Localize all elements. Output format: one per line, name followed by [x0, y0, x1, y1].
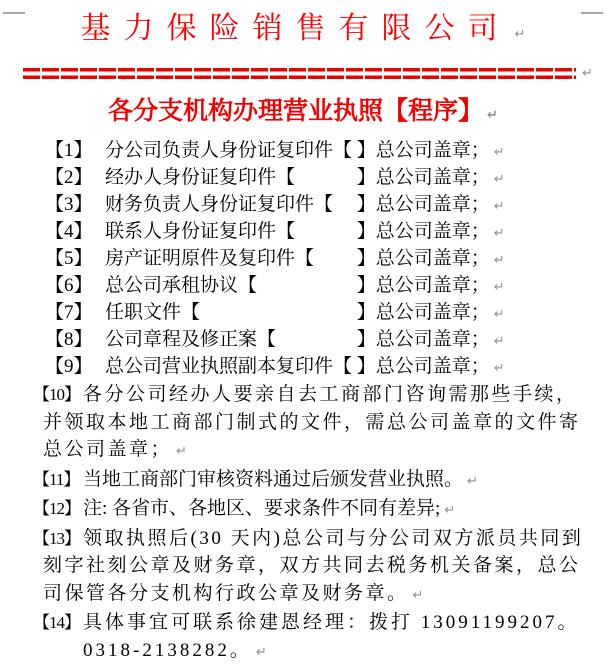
item-line: [105, 354, 606, 381]
page-corner-mark-right: [581, 12, 603, 14]
section-title-text: 各分支机构办理营业执照【程序】: [108, 97, 483, 125]
paragraph-mark-icon: ↵: [494, 307, 505, 322]
item-number: 【4】: [45, 219, 93, 244]
paragraph-mark-icon: ↵: [494, 199, 505, 214]
paragraph-mark-icon: ↵: [515, 27, 526, 42]
item-text: 刻字社刻公章及财务章，双方共同去税务机关备案，总公: [43, 555, 581, 576]
paragraph-mark-icon: ↵: [494, 361, 505, 376]
company-title-text: 基力保险销售有限公司: [81, 12, 511, 45]
item-text: 联系人身份证复印件【 】总公司盖章；: [105, 221, 490, 242]
item-line: [83, 466, 606, 496]
item-text: 分公司负责人身份证复印件【 】总公司盖章；: [105, 140, 490, 161]
item-number: 【11】: [33, 466, 79, 494]
list-item: [0, 525, 606, 610]
item-line: [105, 273, 606, 300]
item-number: 【14】: [33, 609, 80, 637]
item-number: 【5】: [45, 246, 93, 271]
item-number: 【6】: [45, 273, 93, 298]
list-item: [0, 246, 606, 273]
item-line: [83, 609, 606, 637]
list-item: [0, 609, 606, 666]
item-text: 当地工商部门审核资料通过后颁发营业执照。: [83, 469, 463, 490]
item-text: 注: 各省市、各地区、要求条件不同有差异;: [83, 498, 440, 519]
item-number: 【13】: [33, 525, 80, 553]
item-text: 公司章程及修正案【 】总公司盖章；: [105, 329, 490, 350]
item-line: [105, 192, 606, 219]
paragraph-mark-icon: ↵: [494, 253, 505, 268]
page-corner-mark-left: [3, 12, 25, 14]
item-number: 【12】: [33, 495, 80, 523]
item-text: 总公司盖章；: [43, 439, 172, 460]
item-line: [83, 637, 606, 666]
item-text: 0318-2138282。: [83, 640, 252, 661]
item-text: 总公司营业执照副本复印件【 】总公司盖章；: [105, 356, 490, 377]
item-text: 财务负责人身份证复印件【 】总公司盖章；: [105, 194, 490, 215]
item-text: 任职文件【 】总公司盖章；: [105, 302, 490, 323]
item-number: 【7】: [45, 300, 93, 325]
item-line: [83, 525, 606, 553]
item-text: 总公司承租协议【 】总公司盖章；: [105, 275, 490, 296]
list-item: [0, 300, 606, 327]
list-item: [0, 327, 606, 354]
item-number: 【2】: [45, 165, 93, 190]
item-line: [43, 552, 606, 580]
list-item: [0, 495, 606, 525]
item-number: 【10】: [33, 381, 80, 409]
item-line: [105, 327, 606, 354]
item-line: [105, 138, 606, 165]
paragraph-mark-icon: ↵: [444, 503, 455, 518]
item-text: 房产证明原件及复印件【 】总公司盖章；: [105, 248, 490, 269]
item-line: [43, 436, 606, 466]
paragraph-mark-icon: ↵: [494, 334, 505, 349]
list-item: [0, 138, 606, 165]
item-text: 司保管各分支机构行政公章及财务章。: [43, 583, 409, 604]
double-red-rule: [23, 68, 576, 79]
item-number: 【9】: [45, 354, 93, 379]
item-line: [83, 381, 606, 409]
double-rule-row: [0, 68, 606, 79]
item-line: [83, 495, 606, 525]
item-text: 经办人身份证复印件【 】总公司盖章；: [105, 167, 490, 188]
item-number: 【3】: [45, 192, 93, 217]
paragraph-mark-icon: ↵: [487, 108, 498, 123]
list-item: [0, 354, 606, 381]
item-number: 【1】: [45, 138, 93, 163]
paragraph-mark-icon: ↵: [413, 588, 424, 603]
item-text: 并领取本地工商部门制式的文件，需总公司盖章的文件寄: [43, 412, 581, 433]
list-item: [0, 192, 606, 219]
item-text: 具体事宜可联系徐建恩经理：拨打 13091199207。: [83, 612, 580, 633]
paragraph-mark-icon: ↵: [494, 172, 505, 187]
paragraph-mark-icon: ↵: [494, 280, 505, 295]
item-line: [105, 246, 606, 273]
paragraph-mark-icon: ↵: [467, 474, 478, 489]
item-line: [43, 580, 606, 610]
item-line: [43, 409, 606, 437]
section-title: [0, 95, 606, 132]
list-item: [0, 466, 606, 496]
list-item: [0, 219, 606, 246]
item-line: [105, 219, 606, 246]
list-item: [0, 273, 606, 300]
list-item: [0, 165, 606, 192]
company-title: [0, 10, 606, 54]
procedure-list: [0, 138, 606, 666]
paragraph-mark-icon: ↵: [494, 226, 505, 241]
paragraph-mark-icon: ↵: [582, 66, 593, 81]
paragraph-mark-icon: ↵: [176, 444, 187, 459]
list-item: [0, 381, 606, 466]
item-line: [105, 300, 606, 327]
item-text: 各分公司经办人要亲自去工商部门咨询需那些手续，: [83, 384, 578, 405]
paragraph-mark-icon: ↵: [494, 145, 505, 160]
item-line: [105, 165, 606, 192]
item-number: 【8】: [45, 327, 93, 352]
item-text: 领取执照后(30 天内)总公司与分公司双方派员共同到: [83, 528, 583, 549]
paragraph-mark-icon: ↵: [256, 645, 267, 660]
